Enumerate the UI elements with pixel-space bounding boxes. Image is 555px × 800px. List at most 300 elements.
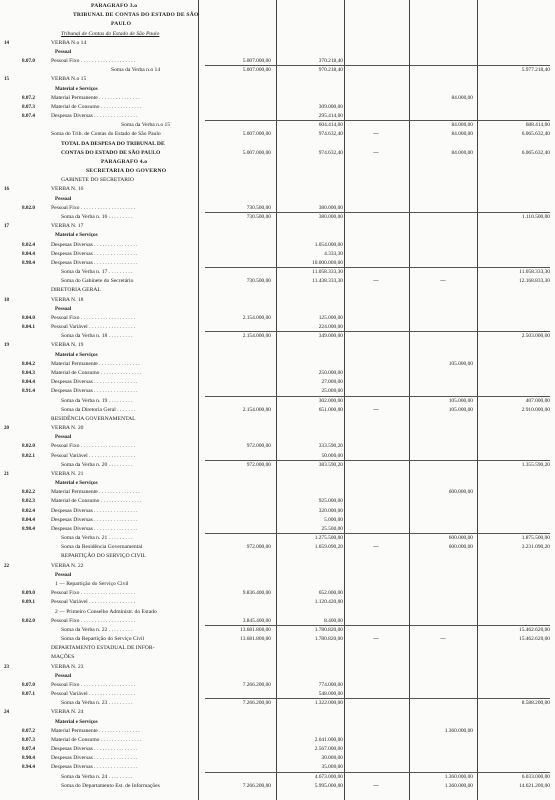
budget-row xyxy=(0,699,555,708)
amount-cell: 7.266.200,00 xyxy=(242,681,271,688)
sum-rule xyxy=(205,65,550,66)
row-label: VERBA N. 21 xyxy=(51,470,84,477)
amount-cell: 2.567.000,00 xyxy=(314,746,343,753)
row-label: MAÇÕES xyxy=(51,654,75,661)
row-label: Despesas Diversas . . . . . . . . . . . . . . . . xyxy=(51,388,138,395)
amount-cell: 8.400,00 xyxy=(324,617,343,624)
row-label: Pessoal Variável . . . . . . . . . . . . . . . . . xyxy=(51,599,136,606)
row-label: Pessoal Fixo . . . . . . . . . . . . . . . . . . . . xyxy=(51,590,136,597)
budget-row xyxy=(0,754,555,763)
row-label: VERBA N. 17 xyxy=(51,223,84,230)
amount-cell: 14.621.200,00 xyxy=(519,782,550,789)
row-label: REPARTIÇÃO DO SERVIÇO CIVIL xyxy=(61,553,146,560)
row-label: Material de Consumo . . . . . . . . . . . . . . . xyxy=(51,369,142,376)
budget-row xyxy=(0,470,555,479)
amount-cell: 730.500,00 xyxy=(246,204,271,211)
account-code: 8.04.2 xyxy=(22,360,35,367)
row-label: 1 — Repartição do Serviço Civil xyxy=(55,580,129,587)
budget-row xyxy=(0,314,555,323)
verba-number: 18 xyxy=(4,297,9,303)
amount-cell: 84.000,00 xyxy=(451,131,473,138)
budget-row xyxy=(0,663,555,672)
sum-rule xyxy=(205,772,550,773)
amount-cell: 1.780.820,00 xyxy=(314,626,343,633)
amount-cell: 974.632,40 xyxy=(318,131,343,138)
row-label: Material Permanente . . . . . . . . . . . . . . . xyxy=(51,727,140,734)
amount-cell: — xyxy=(440,278,446,285)
row-label: Tribunal de Contas do Estado de São Paulo xyxy=(61,30,160,37)
budget-row xyxy=(0,11,555,20)
row-label: VERBA N. 24 xyxy=(51,709,84,716)
account-code: 8.09.1 xyxy=(22,599,35,606)
budget-row xyxy=(0,589,555,598)
budget-row xyxy=(0,268,555,277)
budget-row xyxy=(0,185,555,194)
row-label: Material e Serviços xyxy=(55,85,98,92)
budget-row xyxy=(0,727,555,736)
amount-cell: 5.977.218,40 xyxy=(521,67,550,74)
sum-rule xyxy=(205,120,550,121)
amount-cell: 730.500,00 xyxy=(246,214,271,220)
row-label: GABINETE DO SECRETARIO xyxy=(61,177,134,184)
amount-cell: 972.000,00 xyxy=(246,461,271,468)
amount-cell: 12.168.833,30 xyxy=(519,278,550,285)
amount-cell: — xyxy=(373,131,379,138)
amount-cell: 774.000,00 xyxy=(318,681,343,688)
row-label: VERBA N. 16 xyxy=(51,186,84,193)
row-label: Pessoal Fixo . . . . . . . . . . . . . . . . . . . . xyxy=(51,314,136,321)
row-label: PARAGRAFO 4.o xyxy=(101,158,148,165)
amount-cell: 84.000,00 xyxy=(451,149,473,156)
account-code: 8.02.0 xyxy=(22,443,35,450)
row-label: 2 — Primeiro Conselho Administr. do Estado xyxy=(55,608,157,615)
amount-cell: 5.000,00 xyxy=(324,516,343,523)
row-label: VERBA N.o 14 xyxy=(51,39,87,46)
amount-cell: 105.000,00 xyxy=(448,406,473,413)
row-label: Material de Consumo . . . . . . . . . . . . . . . xyxy=(51,103,142,110)
budget-row xyxy=(0,30,555,39)
row-label: Despesas Diversas . . . . . . . . . . . . . . . . xyxy=(51,507,138,514)
account-code: 8.04.3 xyxy=(22,369,35,376)
amount-cell: 11.438.333,30 xyxy=(312,278,343,285)
verba-number: 20 xyxy=(4,426,9,432)
budget-row xyxy=(0,681,555,690)
account-code: 8.07.1 xyxy=(22,691,35,698)
row-label: Pessoal xyxy=(55,195,72,202)
row-label: Pessoal Fixo . . . . . . . . . . . . . . . . . . . . xyxy=(51,681,136,688)
budget-row xyxy=(0,231,555,240)
account-code: 8.91.4 xyxy=(22,388,35,395)
amount-cell: 3.845.400,00 xyxy=(242,617,271,624)
verba-number: 24 xyxy=(4,710,9,716)
budget-row xyxy=(0,644,555,653)
row-label: Soma da Verba n. 16 . . . . . . . . . xyxy=(61,214,133,220)
account-code: 8.02.4 xyxy=(22,241,35,248)
row-label: Soma da Verba n.o 14 xyxy=(111,67,161,74)
amount-cell: 1.659.090,20 xyxy=(314,544,343,551)
amount-cell: 302.000,00 xyxy=(318,397,343,404)
amount-cell: 2.910.000,00 xyxy=(521,406,550,413)
sum-rule xyxy=(205,267,550,268)
budget-row xyxy=(0,305,555,314)
amount-cell: 972.000,00 xyxy=(246,544,271,551)
row-label: Despesas Diversas . . . . . . . . . . . . . . . . xyxy=(51,525,138,532)
row-label: PAULO xyxy=(111,21,132,28)
budget-row xyxy=(0,672,555,681)
amount-cell: 5.007.000,00 xyxy=(242,131,271,138)
row-label: Pessoal xyxy=(55,305,72,312)
budget-row xyxy=(0,250,555,259)
amount-cell: 600.000,00 xyxy=(448,544,473,551)
amount-cell: 974.632,40 xyxy=(318,149,343,156)
budget-row xyxy=(0,94,555,103)
budget-row xyxy=(0,653,555,662)
amount-cell: 15.462.620,00 xyxy=(519,636,550,643)
row-label: Despesas Diversas . . . . . . . . . . . . . . . . xyxy=(51,113,138,120)
account-code: 8.98.4 xyxy=(22,259,35,266)
budget-row xyxy=(0,213,555,222)
amount-cell: 9.836.400,00 xyxy=(242,590,271,597)
row-label: Material Permanente . . . . . . . . . . . . . . . xyxy=(51,489,140,496)
account-code: 8.98.4 xyxy=(22,525,35,532)
row-label: Material e Serviços xyxy=(55,480,98,487)
row-label: Soma da Verba n. 19 . . . . . . . . . xyxy=(61,397,133,404)
row-label: Material Permanente . . . . . . . . . . . . . . . xyxy=(51,94,140,101)
row-label: Soma do Gabinete do Secretário xyxy=(61,278,134,285)
budget-row xyxy=(0,635,555,644)
verba-number: 19 xyxy=(4,343,9,349)
budget-row xyxy=(0,397,555,406)
budget-row xyxy=(0,241,555,250)
row-label: TRIBUNAL DE CONTAS DO ESTADO DE SÃO xyxy=(73,12,199,19)
account-code: 8.07.3 xyxy=(22,736,35,743)
row-label: Material e Serviços xyxy=(55,718,98,725)
amount-cell: 25.500,00 xyxy=(321,525,343,532)
row-label: Material de Consumo . . . . . . . . . . . . . . . xyxy=(51,498,142,505)
account-code: 8.04.0 xyxy=(22,314,35,321)
row-label: Material e Serviços xyxy=(55,351,98,358)
amount-cell: 4.333,30 xyxy=(324,250,343,257)
account-code: 8.90.4 xyxy=(22,755,35,762)
row-label: DEPARTAMENTO ESTADUAL DE INFOR- xyxy=(51,645,155,652)
amount-cell: 1.360.000,00 xyxy=(444,782,473,789)
amount-cell: 407.000,00 xyxy=(525,397,550,404)
amount-cell: 1.120.420,00 xyxy=(314,599,343,606)
row-label: Soma da Verba n. 24 . . . . . . . . . xyxy=(61,773,133,780)
amount-cell: 8.588.200,00 xyxy=(521,700,550,707)
row-label: Soma da Verba n. 20 . . . . . . . . . xyxy=(61,461,133,468)
account-code: 8.04.1 xyxy=(22,324,35,331)
amount-cell: 25.000,00 xyxy=(321,388,343,395)
amount-cell: 11.058.333,30 xyxy=(312,269,343,276)
row-label: Pessoal Fixo . . . . . . . . . . . . . . . . . . . . xyxy=(51,443,136,450)
row-label: Soma da Verba n. 23 . . . . . . . . . xyxy=(61,700,133,707)
amount-cell: 50.000,00 xyxy=(321,452,343,459)
budget-row xyxy=(0,745,555,754)
amount-cell: 4.673.000,00 xyxy=(314,773,343,780)
verba-number: 22 xyxy=(4,563,9,569)
budget-row xyxy=(0,580,555,589)
budget-row xyxy=(0,479,555,488)
row-label: Soma da Verba n. 17 . . . . . . . . . xyxy=(61,269,133,276)
amount-cell: — xyxy=(373,278,379,285)
row-label: Material de Consumo . . . . . . . . . . . . . . . xyxy=(51,736,142,743)
amount-cell: 11.058.333,30 xyxy=(519,269,550,276)
verba-number: 15 xyxy=(4,77,9,83)
amount-cell: 105.000,00 xyxy=(448,360,473,367)
row-label: PARAGRAFO 3.o xyxy=(91,3,138,9)
row-label: Despesas Diversas . . . . . . . . . . . . . . . . xyxy=(51,241,138,248)
budget-row xyxy=(0,75,555,84)
row-label: Pessoal xyxy=(55,571,72,578)
row-label: Pessoal Variável . . . . . . . . . . . . . . . . . xyxy=(51,691,136,698)
budget-row xyxy=(0,562,555,571)
row-label: VERBA N. 20 xyxy=(51,425,84,432)
budget-row xyxy=(0,552,555,561)
verba-number: 16 xyxy=(4,187,9,193)
budget-row xyxy=(0,415,555,424)
account-code: 8.07.4 xyxy=(22,746,35,753)
amount-cell: — xyxy=(373,149,379,156)
row-label: Soma da Verba n. 18 . . . . . . . . . xyxy=(61,333,133,340)
budget-row xyxy=(0,341,555,350)
budget-row xyxy=(0,424,555,433)
amount-cell: 651.000,00 xyxy=(318,406,343,413)
budget-row xyxy=(0,507,555,516)
row-label: Pessoal Fixo . . . . . . . . . . . . . . . . . . . . xyxy=(51,617,136,624)
budget-row xyxy=(0,277,555,286)
budget-row xyxy=(0,626,555,635)
budget-row xyxy=(0,176,555,185)
amount-cell: 224.000,00 xyxy=(318,324,343,331)
budget-row xyxy=(0,167,555,176)
row-label: VERBA N. 23 xyxy=(51,663,84,670)
amount-cell: 5.995.000,00 xyxy=(314,782,343,789)
row-label: VERBA N. 19 xyxy=(51,342,84,349)
row-label: RESIDÊNCIA GOVERNAMENTAL xyxy=(51,415,136,422)
amount-cell: 13.681.800,00 xyxy=(240,636,271,643)
verba-number: 14 xyxy=(4,40,9,46)
budget-row xyxy=(0,39,555,48)
amount-cell: 1.322.000,00 xyxy=(314,700,343,707)
row-label: Soma da Verba n.o 15 xyxy=(121,122,171,129)
budget-row xyxy=(0,121,555,130)
amount-cell: 6.065.632,40 xyxy=(521,149,550,156)
amount-cell: 105.000,00 xyxy=(448,397,473,404)
row-label: Soma da Verba n. 21 . . . . . . . . . xyxy=(61,535,133,542)
row-label: Pessoal xyxy=(55,672,72,679)
amount-cell: 125.000,00 xyxy=(318,314,343,321)
verba-number: 21 xyxy=(4,471,9,477)
row-label: Despesas Diversas . . . . . . . . . . . . . . . . xyxy=(51,379,138,386)
amount-cell: 30.000,00 xyxy=(321,755,343,762)
account-code: 8.07.0 xyxy=(22,681,35,688)
row-label: Soma da Residência Governamental xyxy=(61,544,143,551)
amount-cell: 15.462.620,00 xyxy=(519,626,550,633)
amount-cell: 2.154.000,00 xyxy=(242,314,271,321)
row-label: VERBA N. 22 xyxy=(51,562,84,569)
amount-cell: 5.007.000,00 xyxy=(242,67,271,74)
amount-cell: 1.875.500,00 xyxy=(521,535,550,542)
verba-number: 17 xyxy=(4,224,9,230)
budget-row xyxy=(0,103,555,112)
row-label: VERBA N. 18 xyxy=(51,296,84,303)
account-code: 8.02.0 xyxy=(22,204,35,211)
row-label: Material Permanente . . . . . . . . . . . . . . . xyxy=(51,360,140,367)
budget-row xyxy=(0,351,555,360)
amount-cell: 7.266.200,00 xyxy=(242,700,271,707)
budget-row xyxy=(0,286,555,295)
row-label: Despesas Diversas . . . . . . . . . . . . . . . . xyxy=(51,746,138,753)
amount-cell: 6.033.000,00 xyxy=(521,773,550,780)
budget-row xyxy=(0,543,555,552)
budget-row xyxy=(0,20,555,29)
account-code: 8.07.4 xyxy=(22,113,35,120)
amount-cell: 380.000,00 xyxy=(318,204,343,211)
amount-cell: 13.681.800,00 xyxy=(240,626,271,633)
row-label: Soma do Trib. de Contas do Estado de São Paulo xyxy=(51,131,161,138)
account-code: 8.04.4 xyxy=(22,379,35,386)
row-label: SECRETARIA DO GOVERNO xyxy=(86,168,167,175)
amount-cell: 688.414,00 xyxy=(525,122,550,129)
account-code: 8.07.2 xyxy=(22,727,35,734)
amount-cell: 383.590,20 xyxy=(318,461,343,468)
amount-cell: 2.154.000,00 xyxy=(242,333,271,340)
account-code: 8.02.0 xyxy=(22,617,35,624)
budget-row xyxy=(0,571,555,580)
row-label: Pessoal xyxy=(55,434,72,441)
account-code: 8.07.2 xyxy=(22,94,35,101)
verba-number: 23 xyxy=(4,664,9,670)
budget-row xyxy=(0,378,555,387)
budget-row xyxy=(0,2,555,11)
amount-cell: 35.000,00 xyxy=(321,764,343,771)
amount-cell: 970.218,40 xyxy=(318,67,343,74)
budget-row xyxy=(0,782,555,791)
budget-row xyxy=(0,130,555,139)
amount-cell: — xyxy=(373,406,379,413)
amount-cell: 925.000,00 xyxy=(318,498,343,505)
amount-cell: 7.266.200,00 xyxy=(242,782,271,789)
budget-row xyxy=(0,158,555,167)
amount-cell: 84.000,00 xyxy=(451,94,473,101)
amount-cell: 320.000,00 xyxy=(318,507,343,514)
account-code: 8.04.4 xyxy=(22,250,35,257)
amount-cell: 604.414,00 xyxy=(318,122,343,129)
amount-cell: 2.041.000,00 xyxy=(314,736,343,743)
row-label: Despesas Diversas . . . . . . . . . . . . . . . . xyxy=(51,764,138,771)
amount-cell: 10.000.000,00 xyxy=(312,259,343,266)
account-code: 8.09.0 xyxy=(22,590,35,597)
amount-cell: 1.275.500,00 xyxy=(314,535,343,542)
account-code: 8.02.3 xyxy=(22,498,35,505)
amount-cell: 84.000,00 xyxy=(451,122,473,129)
row-label: Pessoal Fixo . . . . . . . . . . . . . . . . . . . . xyxy=(51,58,136,65)
amount-cell: 730.500,00 xyxy=(246,278,271,285)
sum-rule xyxy=(205,698,550,699)
budget-row xyxy=(0,718,555,727)
amount-cell: 548.000,00 xyxy=(318,691,343,698)
budget-row xyxy=(0,406,555,415)
row-label: CONTAS DO ESTADO DE SÃO PAULO xyxy=(61,149,161,156)
row-label: Pessoal Variável . . . . . . . . . . . . . . . . . xyxy=(51,324,136,331)
sum-rule xyxy=(205,460,550,461)
budget-row xyxy=(0,442,555,451)
row-label: Despesas Diversas . . . . . . . . . . . . . . . . xyxy=(51,516,138,523)
amount-cell: 2.503.000,00 xyxy=(521,333,550,340)
budget-row xyxy=(0,534,555,543)
row-label: DIRETORIA GERAL xyxy=(51,287,101,294)
amount-cell: — xyxy=(373,782,379,789)
budget-row xyxy=(0,360,555,369)
budget-row xyxy=(0,85,555,94)
account-code: 8.02.4 xyxy=(22,507,35,514)
amount-cell: 309.000,00 xyxy=(318,103,343,110)
account-code: 8.07.3 xyxy=(22,103,35,110)
budget-row xyxy=(0,369,555,378)
sum-rule xyxy=(205,396,550,397)
row-label: Soma da Verba n. 22 . . . . . . . . . xyxy=(61,626,133,633)
budget-row xyxy=(0,149,555,158)
budget-row xyxy=(0,48,555,57)
budget-row xyxy=(0,332,555,341)
row-label: TOTAL DA DESPESA DO TRIBUNAL DE xyxy=(61,140,165,147)
budget-row xyxy=(0,222,555,231)
amount-cell: 333.590,20 xyxy=(318,443,343,450)
budget-row xyxy=(0,497,555,506)
amount-cell: 2.154.000,00 xyxy=(242,406,271,413)
amount-cell: — xyxy=(373,544,379,551)
row-label: Despesas Diversas . . . . . . . . . . . . . . . . xyxy=(51,755,138,762)
amount-cell: 5.007.000,00 xyxy=(242,149,271,156)
account-code: 8.02.1 xyxy=(22,452,35,459)
row-label: Pessoal xyxy=(55,48,72,55)
row-label: Pessoal Fixo . . . . . . . . . . . . . . . . . . . . xyxy=(51,204,136,211)
amount-cell: 1.110.500,00 xyxy=(521,214,550,220)
row-label: Despesas Diversas . . . . . . . . . . . . . . . . xyxy=(51,250,138,257)
sum-rule xyxy=(205,533,550,534)
sum-rule xyxy=(205,331,550,332)
budget-row xyxy=(0,296,555,305)
budget-row xyxy=(0,773,555,782)
account-code: 8.07.0 xyxy=(22,58,35,65)
budget-row xyxy=(0,608,555,617)
sum-rule xyxy=(205,625,550,626)
budget-row xyxy=(0,736,555,745)
budget-row xyxy=(0,433,555,442)
budget-row xyxy=(0,66,555,75)
budget-row xyxy=(0,516,555,525)
budget-row xyxy=(0,140,555,149)
budget-row xyxy=(0,195,555,204)
budget-row xyxy=(0,598,555,607)
account-code: 8.02.2 xyxy=(22,489,35,496)
amount-cell: 652.000,00 xyxy=(318,590,343,597)
amount-cell: 27.000,00 xyxy=(321,379,343,386)
amount-cell: 1.355.590,20 xyxy=(521,461,550,468)
amount-cell: 370.218,40 xyxy=(318,58,343,65)
amount-cell: 3.231.090,20 xyxy=(521,544,550,551)
amount-cell: 5.007.000,00 xyxy=(242,58,271,65)
amount-cell: 1.360.000,00 xyxy=(444,727,473,734)
row-label: Soma da Diretoria Geral . . . . . . . xyxy=(61,406,136,413)
amount-cell: 349.000,00 xyxy=(318,333,343,340)
budget-row xyxy=(0,488,555,497)
row-label: Pessoal Variável . . . . . . . . . . . . . . . . . xyxy=(51,452,136,459)
account-code: 8.94.4 xyxy=(22,764,35,771)
amount-cell: 295.414,00 xyxy=(318,113,343,120)
amount-cell: — xyxy=(440,636,446,643)
